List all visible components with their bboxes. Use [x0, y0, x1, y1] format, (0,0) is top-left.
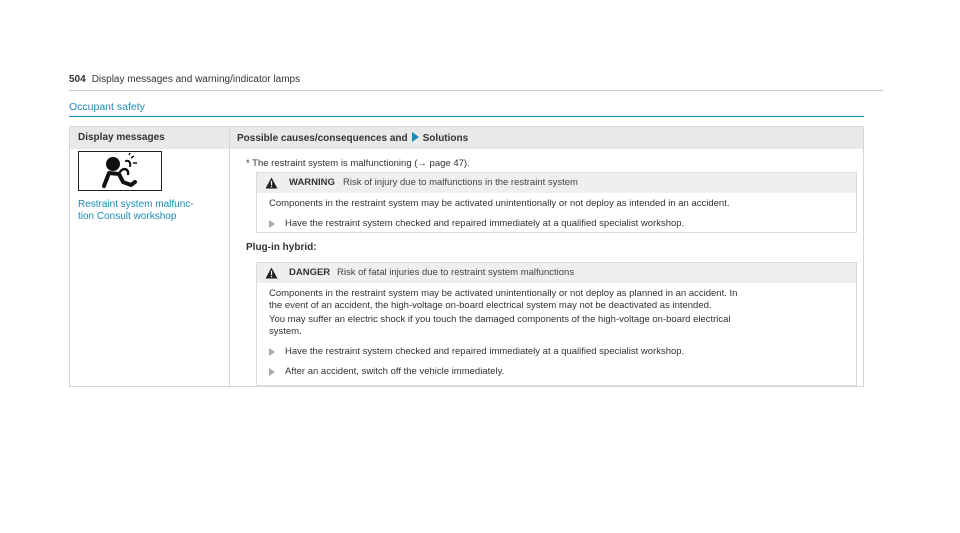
- danger-text-2-line1: You may suffer an electric shock if you touch the damaged components of the high-voltage on-board electrical: [269, 314, 731, 325]
- danger-text-1-line1: Components in the restraint system may be activated unintentionally or not deploy as planned in an accident. In: [269, 288, 738, 299]
- page-number: 504: [69, 74, 86, 85]
- display-message-table: [69, 126, 864, 387]
- danger-triangle-icon: [265, 267, 278, 279]
- warning-callout: [256, 172, 857, 233]
- display-message-line1: Restraint system malfunc-: [78, 199, 194, 210]
- section-rule: [69, 116, 864, 117]
- table-header-row: [70, 127, 863, 149]
- cause-bullet: * The restraint system is malfunctioning (→ page 47).: [246, 158, 470, 169]
- col-header-display-messages: Display messages: [78, 132, 165, 143]
- warning-triangle-icon: [265, 177, 278, 189]
- plugin-hybrid-title: Plug-in hybrid:: [246, 242, 317, 253]
- warning-title: Risk of injury due to malfunctions in the restraint system: [343, 177, 578, 188]
- danger-callout: [256, 262, 857, 386]
- warning-callout-header: [257, 173, 856, 193]
- section-title: Occupant safety: [69, 101, 145, 113]
- danger-label: DANGER: [289, 267, 331, 278]
- danger-step-2-text: After an accident, switch off the vehicle immediately.: [285, 366, 505, 377]
- danger-text-2: [269, 314, 844, 338]
- danger-step-1-text: Have the restraint system checked and repaired immediately at a qualified specialist workshop.: [285, 346, 685, 357]
- solutions-arrow-icon: [412, 132, 419, 142]
- step-arrow-icon: [269, 220, 275, 228]
- danger-callout-body: [257, 283, 856, 378]
- warning-step: [269, 218, 844, 230]
- warning-step-text: Have the restraint system checked and repaired immediately at a qualified specialist workshop.: [285, 218, 685, 229]
- warning-callout-body: [257, 193, 856, 230]
- warning-text: Components in the restraint system may be activated unintentionally or not deploy as intended in an accident.: [269, 198, 730, 209]
- col-header-causes-text: Possible causes/consequences and: [237, 133, 408, 144]
- column-divider: [229, 127, 230, 386]
- page-header-title: Display messages and warning/indicator lamps: [91, 74, 301, 85]
- danger-step-2: [269, 366, 844, 378]
- display-message-line2: tion Consult workshop: [78, 211, 177, 222]
- col-header-solutions-text: Solutions: [422, 133, 469, 144]
- danger-title: Risk of fatal injuries due to restraint system malfunctions: [337, 267, 575, 278]
- step-arrow-icon: [269, 368, 275, 376]
- danger-text-1: [269, 288, 844, 312]
- page-header: [69, 74, 300, 85]
- airbag-seated-person-icon: [78, 151, 162, 191]
- warning-label: WARNING: [289, 177, 335, 188]
- danger-step-1: [269, 346, 844, 358]
- step-arrow-icon: [269, 348, 275, 356]
- display-message-text: [78, 199, 228, 223]
- danger-text-2-line2: system.: [269, 326, 302, 337]
- danger-text-1-line2: the event of an accident, the high-voltage on-board electrical system may not be deactivated as intended.: [269, 300, 712, 311]
- col-header-causes: [237, 132, 468, 144]
- header-rule: [69, 90, 883, 91]
- danger-callout-header: [257, 263, 856, 283]
